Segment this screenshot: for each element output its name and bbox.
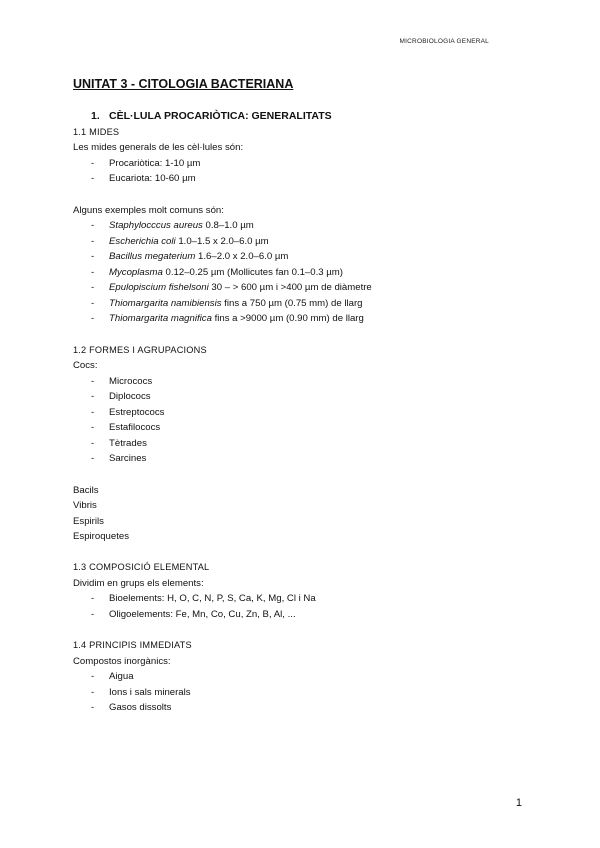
list-item: - Procariòtica: 1-10 µm: [91, 158, 201, 169]
subsection-heading-formes: 1.2 FORMES I AGRUPACIONS: [73, 345, 207, 355]
subsection-heading-principis: 1.4 PRINCIPIS IMMEDIATS: [73, 640, 192, 650]
list-item: - Mycoplasma 0.12–0.25 µm (Mollicutes fan 0.1–0.3 µm): [91, 267, 343, 278]
list-item: - Diplococs: [91, 391, 151, 402]
list-item: - Micrococs: [91, 376, 153, 387]
paragraph: Bacils: [73, 485, 99, 496]
list-item: - Thiomargarita namibiensis fins a 750 µm (0.75 mm) de llarg: [91, 298, 363, 309]
bullet-dash: -: [91, 158, 95, 169]
running-header: MICROBIOLOGIA GENERAL: [399, 38, 489, 45]
list-item: - Gasos dissolts: [91, 702, 172, 713]
list-item: - Escherichia coli 1.0–1.5 x 2.0–6.0 µm: [91, 236, 269, 247]
list-item: - Estreptococs: [91, 407, 165, 418]
paragraph: Compostos inorgànics:: [73, 656, 171, 667]
document-title: UNITAT 3 - CITOLOGIA BACTERIANA: [73, 77, 294, 91]
list-item: - Sarcines: [91, 453, 147, 464]
list-item: - Thiomargarita magnifica fins a >9000 µm (0.90 mm) de llarg: [91, 313, 364, 324]
section-number: 1.: [91, 110, 100, 122]
list-item: - Epulopiscium fishelsoni 30 – > 600 µm i >400 µm de diàmetre: [91, 282, 372, 293]
species-name: Mycoplasma: [109, 267, 163, 278]
list-item: - Estafilococs: [91, 422, 161, 433]
section-title: CÈL·LULA PROCARIÒTICA: GENERALITATS: [109, 110, 332, 122]
species-name: Escherichia coli: [109, 236, 176, 247]
paragraph: Espirils: [73, 516, 104, 527]
list-item: - Eucariota: 10-60 µm: [91, 173, 196, 184]
species-name: Thiomargarita magnifica: [109, 313, 212, 324]
page-number: 1: [515, 797, 522, 809]
bullet-dash: -: [91, 173, 95, 184]
species-name: Bacillus megaterium: [109, 251, 196, 262]
subsection-heading-composicio: 1.3 COMPOSICIÓ ELEMENTAL: [73, 562, 210, 572]
list-item: - Oligoelements: Fe, Mn, Co, Cu, Zn, B, Al, ...: [91, 609, 296, 620]
species-name: Staphylocccus aureus: [109, 220, 203, 231]
list-item: - Ions i sals minerals: [91, 687, 191, 698]
species-name: Epulopiscium fishelsoni: [109, 282, 209, 293]
list-item: - Aigua: [91, 671, 134, 682]
list-item: - Bacillus megaterium 1.6–2.0 x 2.0–6.0 µm: [91, 251, 289, 262]
paragraph: Dividim en grups els elements:: [73, 578, 204, 589]
subsection-heading-mides: 1.1 MIDES: [73, 127, 120, 137]
paragraph: Vibris: [73, 500, 97, 511]
section-heading: [91, 110, 332, 122]
paragraph: Alguns exemples molt comuns són:: [73, 205, 224, 216]
paragraph: Cocs:: [73, 360, 98, 371]
paragraph: Espiroquetes: [73, 531, 129, 542]
paragraph: Les mides generals de les cèl·lules són:: [73, 142, 244, 153]
species-name: Thiomargarita namibiensis: [109, 298, 222, 309]
list-item: - Staphylocccus aureus 0.8–1.0 µm: [91, 220, 254, 231]
list-item: - Tètrades: [91, 438, 147, 449]
list-item: - Bioelements: H, O, C, N, P, S, Ca, K, Mg, Cl i Na: [91, 593, 316, 604]
